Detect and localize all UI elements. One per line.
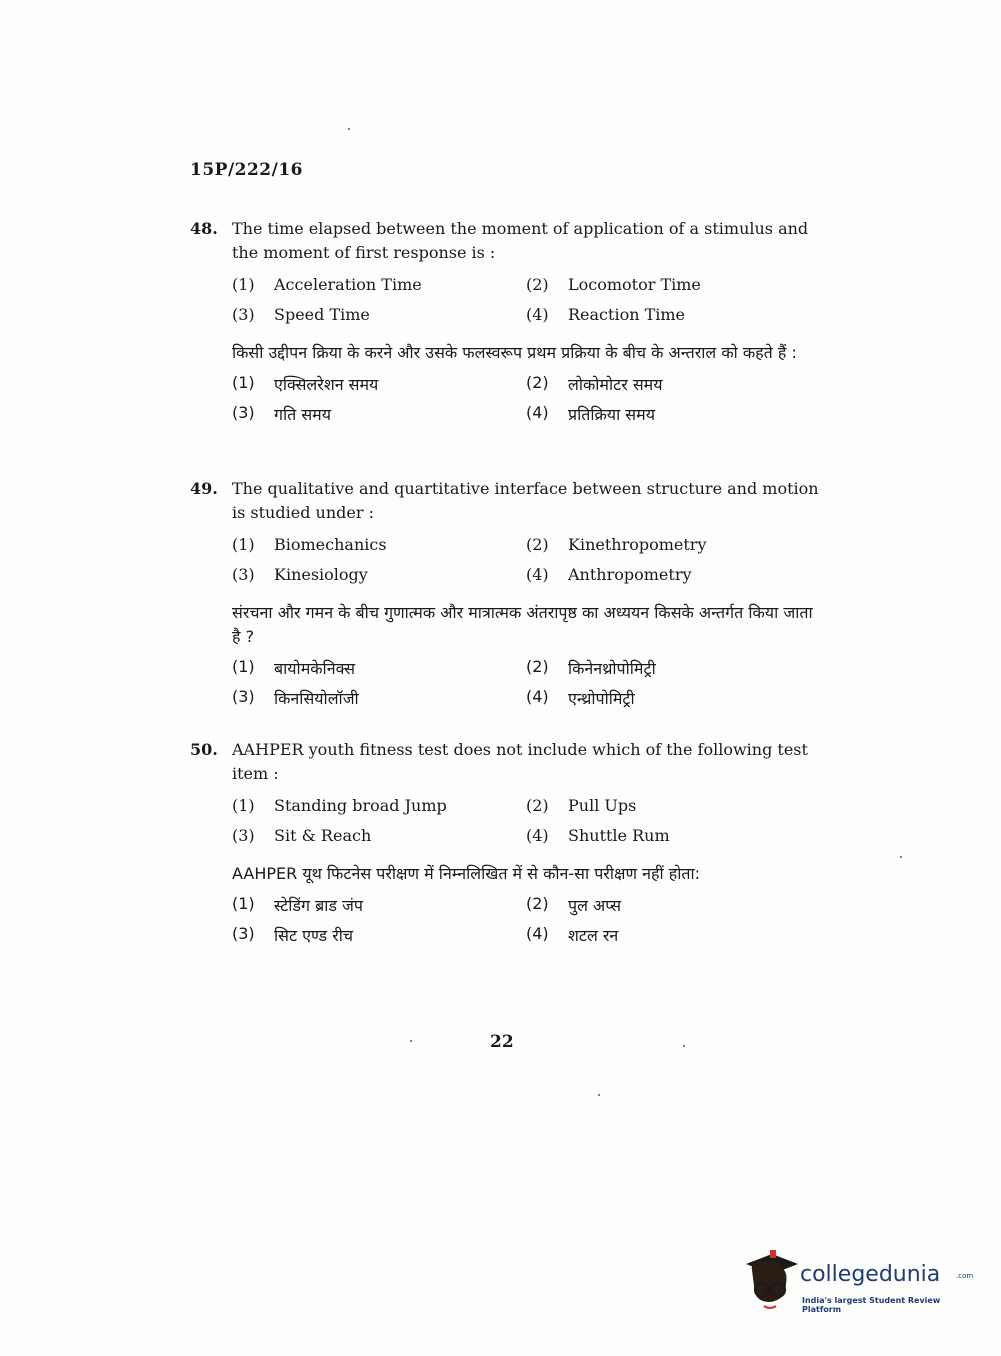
option-number: (3) [232,924,255,943]
option-number: (1) [232,534,255,554]
option-text: बायोमकेनिक्स [274,659,356,678]
scan-speck [410,1040,412,1042]
option-text: Biomechanics [274,534,387,554]
option-text: गति समय [274,405,332,424]
option-number: (1) [232,894,255,913]
option-text: Kinesiology [274,564,368,584]
option-4 [526,305,820,324]
option-text: Acceleration Time [274,274,422,294]
question-48 [190,217,820,429]
hindi-option-4 [526,924,820,946]
option-text: प्रतिक्रिया समय [568,405,655,424]
scan-speck [348,128,350,130]
option-3 [232,826,526,845]
question-text-hindi: संरचना और गमन के बीच गुणात्मक और मात्रात्मक अंतरापृष्ठ का अध्ययन किसके अन्तर्गत किया जाता है ? [232,603,813,646]
option-2 [526,796,820,815]
option-number: (4) [526,687,549,706]
option-2 [526,275,820,294]
question-number: 48. [190,219,218,238]
option-number: (3) [232,403,255,422]
option-number: (3) [232,564,255,584]
question-number: 49. [190,479,218,498]
hindi-option-3 [232,403,526,425]
mascot-icon [742,1250,800,1316]
logo-suffix: .com [956,1272,974,1280]
option-text: Locomotor Time [568,274,701,294]
question-text-hindi: AAHPER यूथ फिटनेस परीक्षण में निम्नलिखित में से कौन-सा परीक्षण नहीं होता: [232,864,701,883]
hindi-option-1 [232,894,526,916]
scan-speck [598,1094,600,1096]
option-text: Shuttle Rum [568,825,670,845]
option-number: (3) [232,687,255,706]
hindi-option-4 [526,687,820,709]
option-number: (2) [526,274,549,294]
question-text: AAHPER youth fitness test does not include which of the following test item : [232,740,808,783]
option-number: (3) [232,304,255,324]
option-number: (4) [526,924,549,943]
option-text: पुल अप्स [568,896,622,915]
option-text: Anthropometry [568,564,692,584]
option-number: (2) [526,657,549,676]
option-number: (1) [232,795,255,815]
option-number: (4) [526,403,549,422]
option-4 [526,565,820,584]
hindi-option-4 [526,403,820,425]
option-number: (4) [526,564,549,584]
hindi-option-3 [232,687,526,709]
paper-code: 15P/222/16 [190,160,304,180]
option-text: एन्थ्रोपोमिट्री [568,689,635,708]
hindi-option-3 [232,924,526,946]
hindi-option-2 [526,657,820,679]
option-text: शटल रन [568,926,619,945]
page-number: 22 [490,1032,514,1052]
scan-speck [683,1045,685,1047]
question-text: The qualitative and quartitative interface between structure and motion is studied under : [232,479,819,522]
hindi-option-1 [232,373,526,395]
question-number: 50. [190,740,218,759]
option-number: (4) [526,304,549,324]
option-1 [232,535,526,554]
option-text: Pull Ups [568,795,637,815]
question-text-hindi: किसी उद्दीपन क्रिया के करने और उसके फलस्वरूप प्रथम प्रक्रिया के बीच के अन्तराल को कहते हैं : [232,343,797,362]
option-number: (4) [526,825,549,845]
option-text: सिट एण्ड रीच [274,926,354,945]
option-4 [526,826,820,845]
option-number: (1) [232,373,255,392]
option-text: किनेनथ्रोपोमिट्री [568,659,656,678]
scan-speck [900,856,902,858]
option-number: (1) [232,274,255,294]
option-text: Standing broad Jump [274,795,447,815]
option-text: लोकोमोटर समय [568,375,663,394]
collegedunia-logo[interactable] [742,1250,972,1320]
logo-tagline: India's largest Student Review Platform [802,1296,941,1314]
option-3 [232,305,526,324]
hindi-option-2 [526,373,820,395]
option-number: (1) [232,657,255,676]
question-50 [190,738,820,950]
option-3 [232,565,526,584]
option-number: (2) [526,373,549,392]
logo-wordmark: collegedunia [800,1262,941,1287]
option-text: Sit & Reach [274,825,372,845]
hindi-option-2 [526,894,820,916]
option-text: Kinethropometry [568,534,707,554]
option-text: एक्सिलरेशन समय [274,375,379,394]
question-49 [190,477,820,713]
option-text: स्टेडिंग ब्राड जंप [274,896,363,915]
option-number: (2) [526,534,549,554]
option-text: Reaction Time [568,304,686,324]
question-text: The time elapsed between the moment of application of a stimulus and the moment of first response is : [232,219,809,262]
option-text: किनसियोलॉजी [274,689,359,708]
option-number: (2) [526,795,549,815]
option-text: Speed Time [274,304,370,324]
option-number: (3) [232,825,255,845]
option-1 [232,796,526,815]
option-number: (2) [526,894,549,913]
hindi-option-1 [232,657,526,679]
option-1 [232,275,526,294]
option-2 [526,535,820,554]
